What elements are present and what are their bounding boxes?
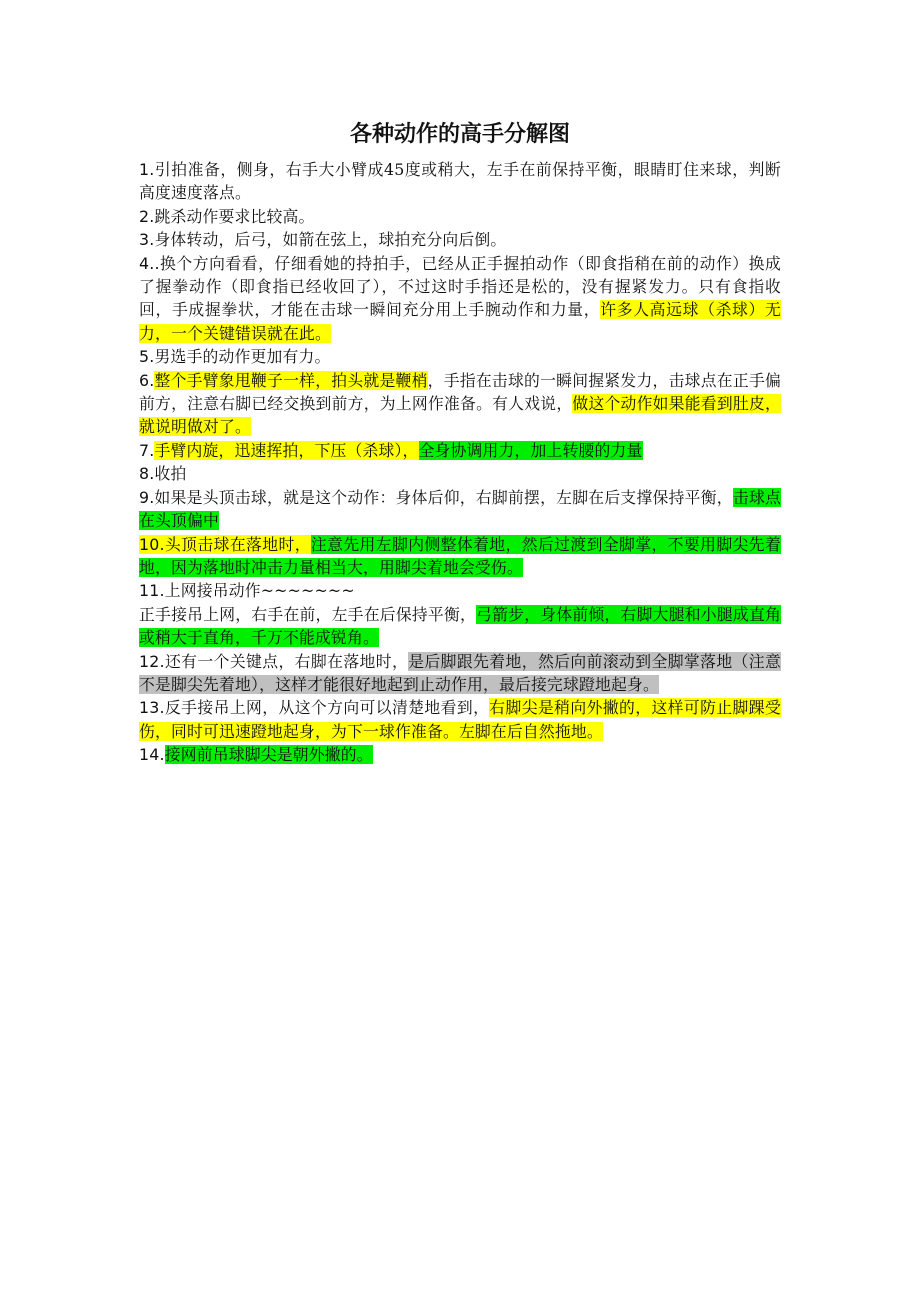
paragraph-text: 跳杀动作要求比较高。 bbox=[154, 206, 315, 226]
paragraph bbox=[139, 439, 781, 462]
highlighted-text-green: 注意先用左脚内侧整体着地，然后过渡到全脚掌，不要用脚尖先着地，因为落地时冲击力量相当大，用脚尖着地会受伤。 bbox=[139, 534, 781, 577]
highlighted-text-yellow: 做这个动作如果能看到肚皮，就说明做对了。 bbox=[139, 394, 781, 437]
paragraph bbox=[139, 158, 781, 205]
paragraph-text: 身体转动，后弓，如箭在弦上，球拍充分向后倒。 bbox=[154, 230, 507, 250]
paragraph-number: 6. bbox=[139, 370, 155, 390]
paragraph bbox=[139, 462, 781, 485]
paragraph bbox=[139, 650, 781, 697]
paragraph bbox=[139, 252, 781, 346]
paragraph-text: 引拍准备，侧身，右手大小臂成45度或稍大，左手在前保持平衡，眼睛盯住来球，判断高度速度落点。 bbox=[139, 160, 781, 203]
paragraph-number: 10. bbox=[139, 534, 165, 554]
highlighted-text-yellow: 许多人高远球（杀球）无力，一个关键错误就在此。 bbox=[139, 300, 781, 343]
paragraph-number: 13. bbox=[139, 698, 165, 718]
paragraph bbox=[139, 486, 781, 533]
paragraph-number: 14. bbox=[139, 745, 165, 765]
paragraph-text: 还有一个关键点，右脚在落地时， bbox=[164, 651, 409, 671]
paragraph bbox=[139, 228, 781, 251]
document-title: 各种动作的高手分解图 bbox=[349, 122, 570, 147]
paragraph bbox=[139, 696, 781, 743]
paragraph-number: 8. bbox=[139, 464, 155, 484]
document-page bbox=[139, 118, 781, 767]
paragraph-number: 7. bbox=[139, 440, 155, 460]
paragraph-number: 2. bbox=[139, 206, 155, 226]
paragraph-text: 上网接吊动作~~~~~~~ bbox=[164, 581, 355, 601]
paragraph-number: 12. bbox=[139, 651, 165, 671]
paragraph-number: 4.. bbox=[139, 253, 160, 273]
highlighted-text-yellow: 右脚尖是稍向外撇的，这样可防止脚踝受伤，同时可迅速蹬地起身，为下一球作准备。左脚在后自然拖地。 bbox=[139, 698, 781, 741]
paragraph bbox=[139, 579, 781, 602]
paragraph bbox=[139, 369, 781, 439]
paragraph-text: 正手接吊上网，右手在前，左手在后保持平衡， bbox=[139, 604, 477, 624]
paragraph-number: 3. bbox=[139, 230, 155, 250]
paragraph-number: 11. bbox=[139, 581, 165, 601]
paragraph-number: 1. bbox=[139, 160, 155, 179]
paragraph-number: 5. bbox=[139, 347, 155, 367]
paragraph-text: ，手指在击球的一瞬间握紧发力，击球点在正手偏前方，注意右脚已经交换到前方，为上网作准备。有人戏说， bbox=[139, 370, 782, 414]
highlighted-text-green: 击球点在头顶偏中 bbox=[139, 487, 782, 531]
highlighted-text-gray: 是后脚跟先着地，然后向前滚动到全脚掌落地（注意不是脚尖先着地），这样才能很好地起到止动作用，最后接完球蹬地起身。 bbox=[139, 651, 781, 694]
highlighted-text-green: 接网前吊球脚尖是朝外撇的。 bbox=[164, 745, 373, 765]
paragraph bbox=[139, 603, 781, 650]
paragraph-number: 9. bbox=[139, 487, 155, 507]
highlighted-text-yellow: 手臂内旋，迅速挥拍，下压（杀球）， bbox=[154, 440, 419, 460]
paragraph-text: 收拍 bbox=[154, 464, 187, 484]
paragraph bbox=[139, 205, 781, 228]
paragraph bbox=[139, 533, 781, 580]
paragraph-text: 反手接吊上网，从这个方向可以清楚地看到， bbox=[164, 698, 490, 718]
paragraph-text: 如果是头顶击球，就是这个动作：身体后仰，右脚前摆，左脚在后支撑保持平衡， bbox=[154, 487, 733, 507]
paragraph bbox=[139, 743, 781, 766]
highlighted-text-yellow: 整个手臂象甩鞭子一样，拍头就是鞭梢 bbox=[154, 370, 428, 390]
highlighted-text-yellow: 头顶击球在落地时， bbox=[164, 534, 311, 554]
paragraph-list bbox=[139, 158, 781, 767]
paragraph bbox=[139, 345, 781, 368]
paragraph-text: 换个方向看看，仔细看她的持拍手，已经从正手握拍动作（即食指稍在前的动作）换成了握拳动作（即食指已经收回了），不过这时手指还是松的，没有握紧发力。只有食指收回，手成握拳状，才能在击球一瞬间充分用上手腕动作和力量， bbox=[139, 253, 781, 320]
highlighted-text-green: 弓箭步，身体前倾，右脚大腿和小腿成直角或稍大于直角，千万不能成锐角。 bbox=[139, 604, 781, 648]
paragraph-text: 男选手的动作更加有力。 bbox=[154, 347, 331, 367]
highlighted-text-green: 全身协调用力，加上转腰的力量 bbox=[418, 440, 643, 460]
